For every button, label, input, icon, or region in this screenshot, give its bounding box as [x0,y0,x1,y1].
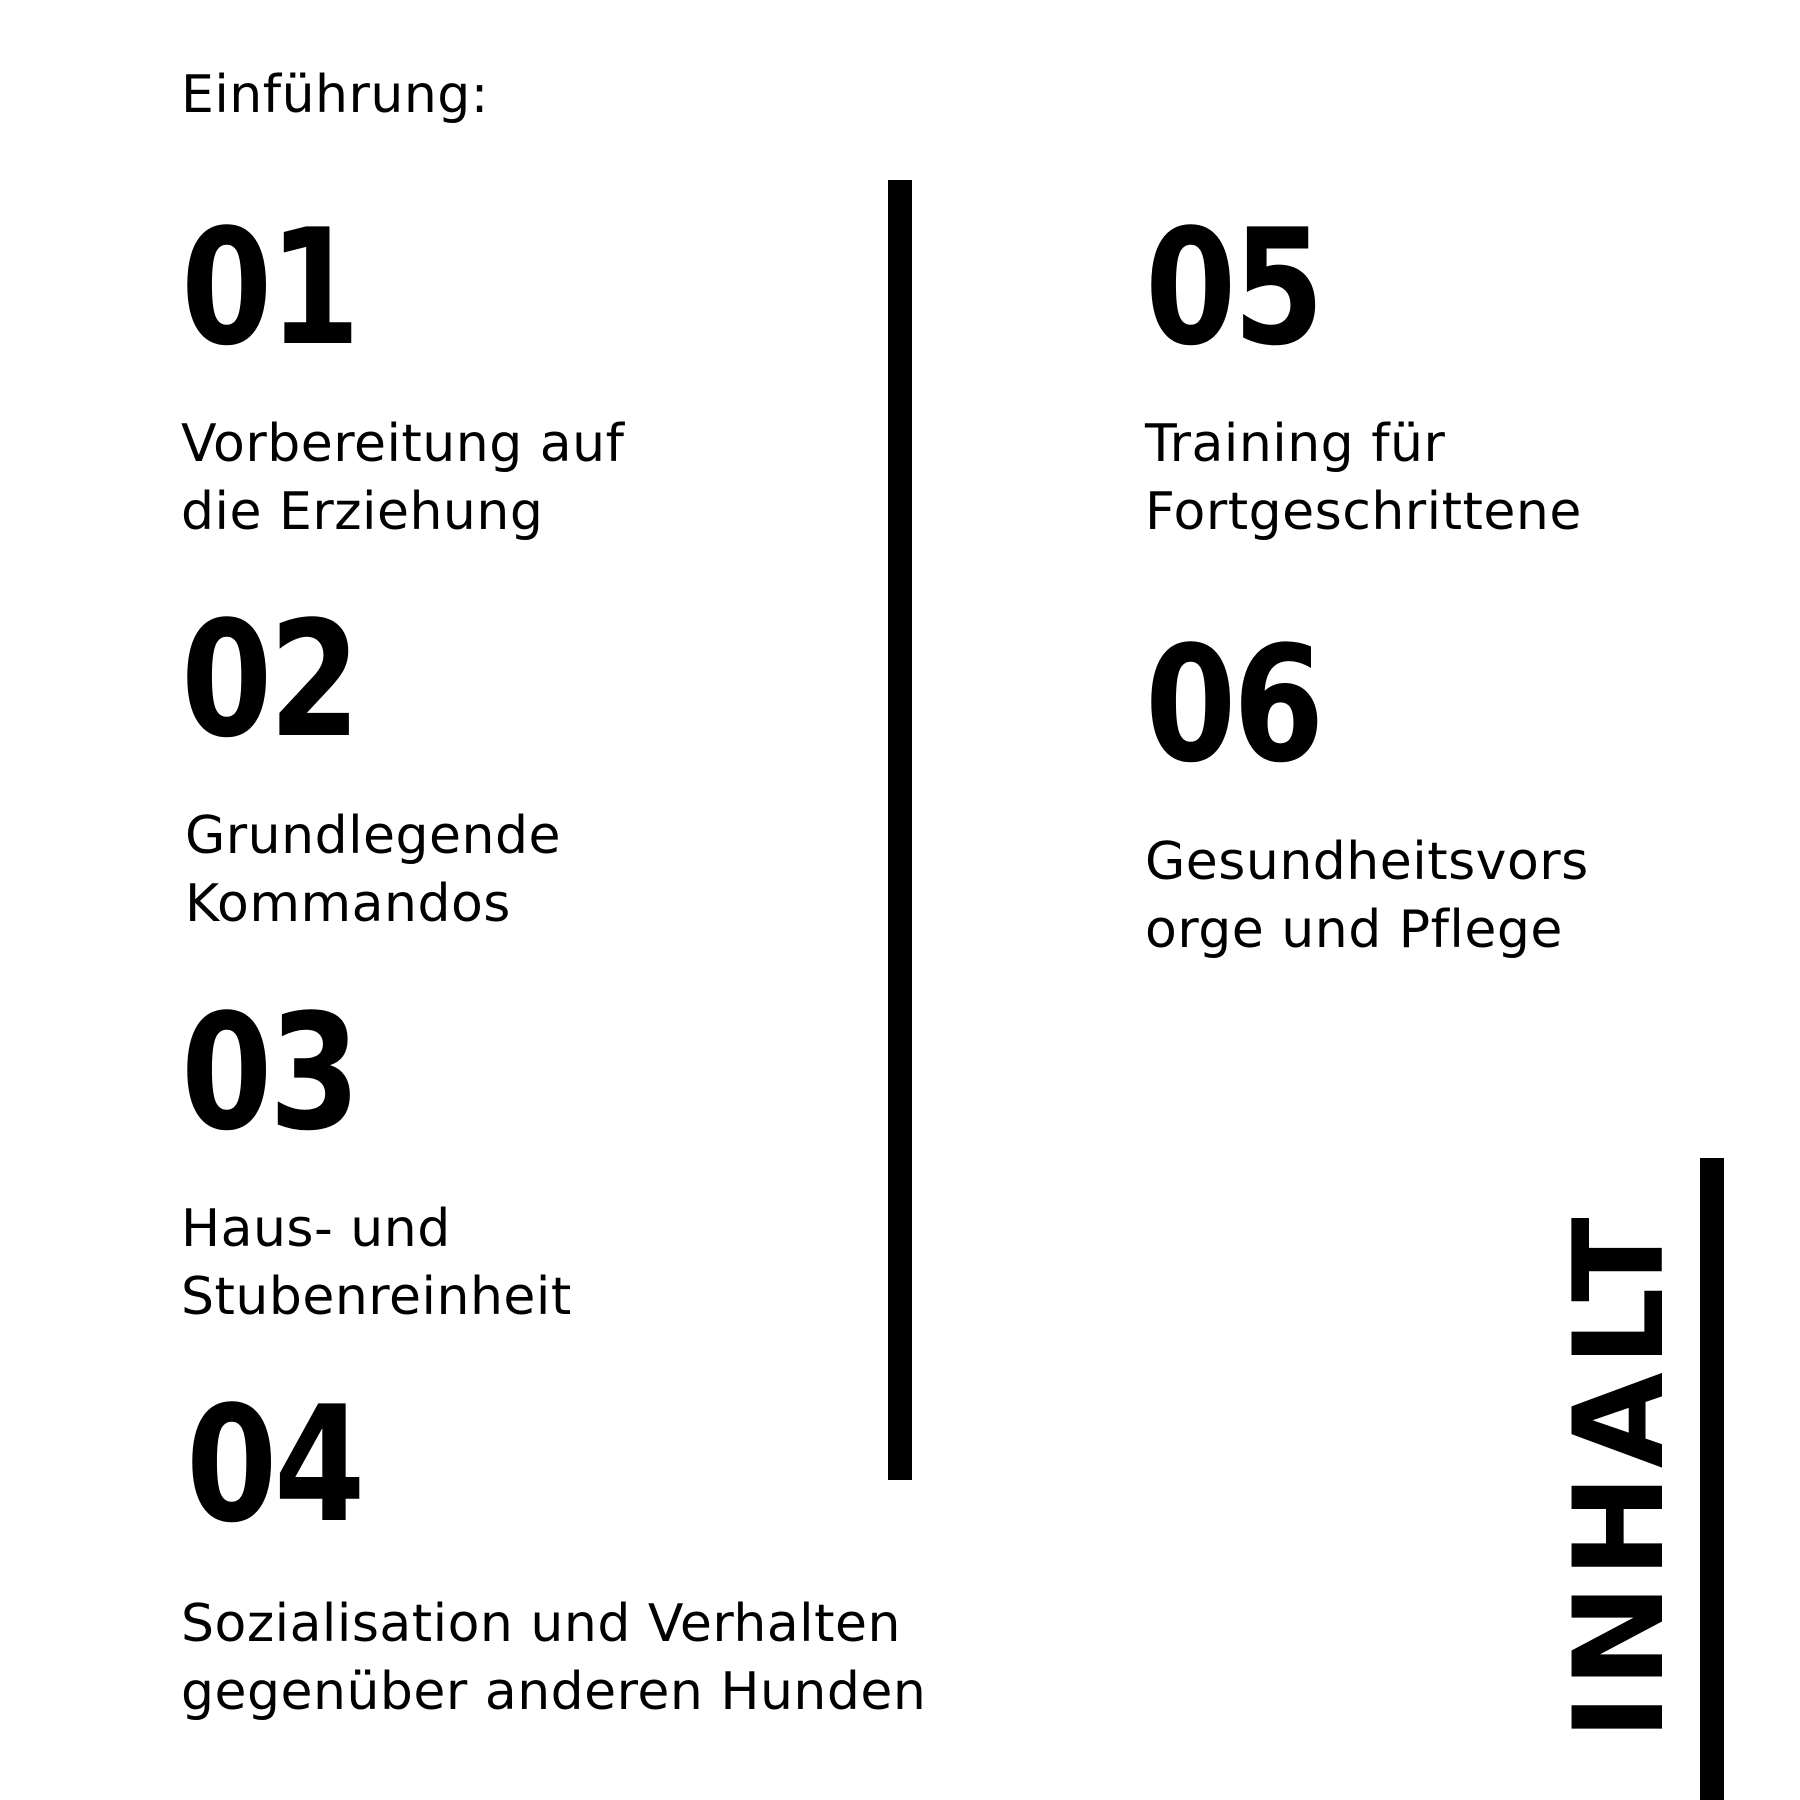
item-description-line: Fortgeschrittene [1145,482,1582,542]
item-description [1145,828,1589,964]
item-number: 02 [181,586,358,773]
item-description-line: Vorbereitung auf [181,414,625,474]
item-description-line: Training für [1145,414,1446,474]
item-description-line: Kommandos [185,874,511,934]
item-description-line: gegenüber anderen Hunden [181,1662,927,1722]
side-accent-bar [1700,1158,1724,1800]
item-description-line: Grundlegende [185,806,561,866]
side-title: INHALT [1548,1211,1692,1740]
vertical-divider [888,180,912,1480]
intro-heading: Einführung: [181,65,489,125]
item-description [181,1195,572,1331]
item-number: 01 [181,194,358,381]
item-description [1145,410,1582,546]
item-description-line: die Erziehung [181,482,544,542]
item-description-line: Gesundheitsvors [1145,832,1589,892]
item-number: 06 [1145,611,1322,798]
item-description-line: Haus- und [181,1199,451,1259]
item-number: 04 [186,1371,363,1558]
item-description-line: Stubenreinheit [181,1267,572,1327]
item-description-line: orge und Pflege [1145,900,1563,960]
item-description-line: Sozialisation und Verhalten [181,1594,901,1654]
item-description [185,802,561,938]
item-number: 05 [1145,194,1322,381]
item-description [181,1590,926,1726]
item-number: 03 [181,979,358,1166]
item-description [181,410,624,546]
